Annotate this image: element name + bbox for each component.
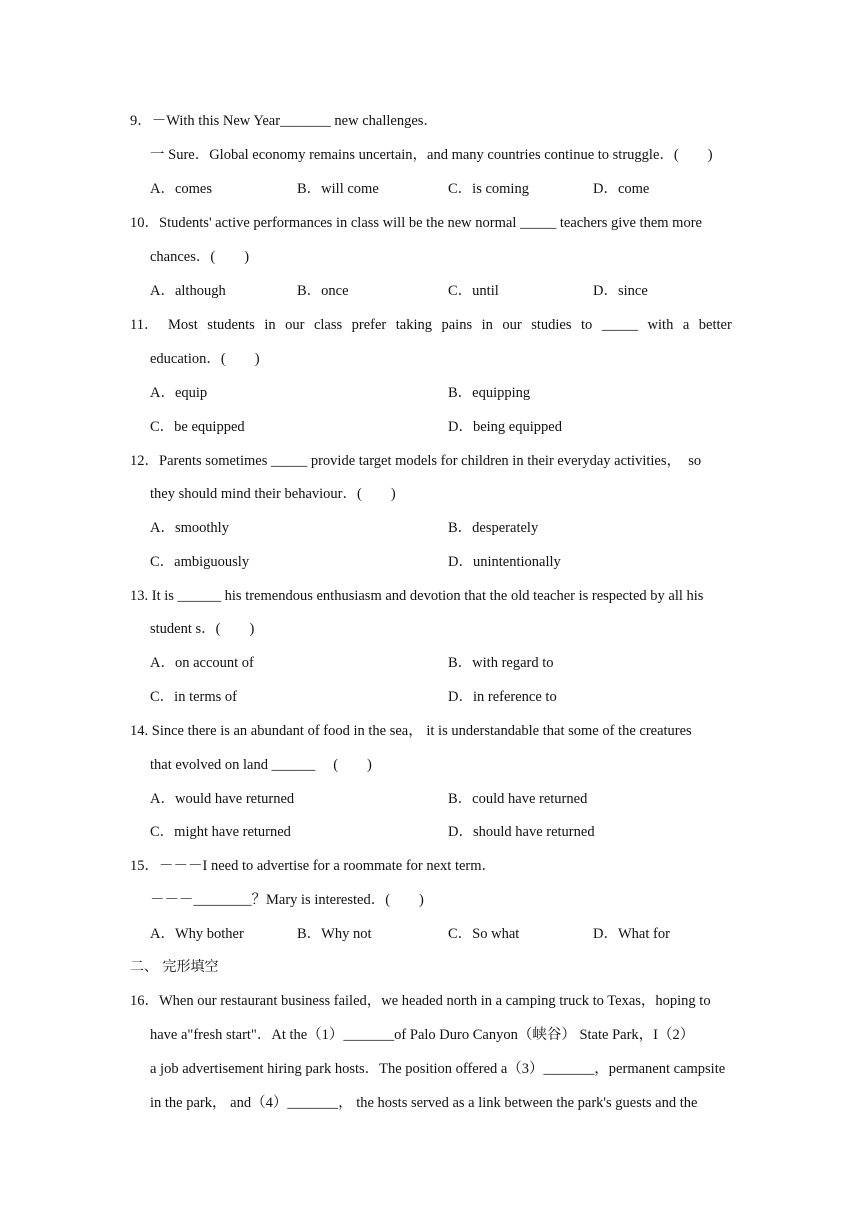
question-13-stem: 13. It is ______ his tremendous enthusiasm and devotion that the old teacher is respected by all his: [130, 588, 704, 604]
question-14-option-b: B．could have returned: [448, 791, 588, 807]
q11-word: in: [481, 317, 493, 333]
q11-word: _____: [601, 317, 639, 333]
q11-word: with: [647, 317, 674, 333]
question-10-option-d: D．since: [593, 283, 648, 299]
question-13-option-d: D．in reference to: [448, 689, 557, 705]
question-14-stem: 14. Since there is an abundant of food in the sea， it is understandable that some of the creatures: [130, 723, 692, 739]
question-15-reply: －－－________？Mary is interested．( ): [150, 892, 424, 908]
q11-word: 11．: [130, 317, 159, 333]
q11-word: our: [285, 317, 305, 333]
q11-word: class: [313, 317, 343, 333]
question-12-stem: 12．Parents sometimes _____ provide target models for children in their everyday activities， so: [130, 453, 702, 469]
q11-word: our: [502, 317, 522, 333]
q11-word: pains: [441, 317, 473, 333]
question-16-passage-line: have a"fresh start"．At the（1）_______of Palo Duro Canyon（峡谷） State Park，I（2）: [150, 1027, 695, 1043]
question-10-stem-cont: chances．( ): [150, 249, 250, 265]
question-11-option-d: D．being equipped: [448, 419, 562, 435]
question-12-option-a: A．smoothly: [150, 520, 229, 536]
question-13-option-a: A．on account of: [150, 655, 254, 671]
q11-word: better: [698, 317, 732, 333]
question-15-stem: 15．－－－I need to advertise for a roommate for next term．: [130, 858, 497, 874]
question-13-option-b: B．with regard to: [448, 655, 554, 671]
question-12-option-c: C．ambiguously: [150, 554, 250, 570]
question-10-option-c: C．until: [448, 283, 499, 299]
q11-word: in: [264, 317, 276, 333]
question-11-stem-cont: education．( ): [150, 351, 260, 367]
question-11-option-a: A．equip: [150, 385, 208, 401]
question-9-reply: 一 Sure．Global economy remains uncertain，and many countries continue to struggle．( ): [150, 147, 713, 163]
question-15-option-c: C．So what: [448, 926, 520, 942]
question-9-option-c: C．is coming: [448, 181, 529, 197]
question-13-stem-cont: student s．( ): [150, 621, 255, 637]
question-16-passage-line: in the park， and（4）_______， the hosts served as a link between the park's guests and the: [150, 1095, 698, 1111]
question-13-option-c: C．in terms of: [150, 689, 237, 705]
question-9-option-a: A．comes: [150, 181, 213, 197]
question-15-option-a: A．Why bother: [150, 926, 244, 942]
question-12-option-d: D．unintentionally: [448, 554, 561, 570]
question-14-option-a: A．would have returned: [150, 791, 295, 807]
question-12-stem-cont: they should mind their behaviour．( ): [150, 486, 396, 502]
q11-word: studies: [531, 317, 572, 333]
q11-word: a: [682, 317, 690, 333]
question-10-stem: 10．Students' active performances in class will be the new normal _____ teachers give them more: [130, 215, 702, 231]
question-14-option-c: C．might have returned: [150, 824, 291, 840]
question-14-stem-cont: that evolved on land ______ ( ): [150, 757, 372, 773]
question-11-option-c: C．be equipped: [150, 419, 245, 435]
q11-word: Most: [167, 317, 198, 333]
question-11-stem: [130, 316, 732, 334]
question-11-option-b: B．equipping: [448, 385, 531, 401]
question-15-option-b: B．Why not: [297, 926, 372, 942]
question-14-option-d: D．should have returned: [448, 824, 595, 840]
question-16-passage-line: a job advertisement hiring park hosts．The position offered a（3）_______，permanent campsite: [150, 1061, 726, 1077]
question-16-passage-line: 16．When our restaurant business failed，we headed north in a camping truck to Texas，hoping to: [130, 993, 711, 1009]
question-9-stem: 9．－With this New Year_______ new challenges．: [130, 113, 438, 129]
question-12-option-b: B．desperately: [448, 520, 539, 536]
q11-word: students: [207, 317, 255, 333]
q11-word: taking: [395, 317, 432, 333]
question-9-option-b: B．will come: [297, 181, 379, 197]
section-heading: 二、 完形填空: [130, 959, 219, 975]
question-10-option-a: A．although: [150, 283, 226, 299]
question-10-option-b: B．once: [297, 283, 349, 299]
q11-word: prefer: [351, 317, 387, 333]
question-9-option-d: D．come: [593, 181, 650, 197]
question-15-option-d: D．What for: [593, 926, 670, 942]
q11-word: to: [581, 317, 593, 333]
